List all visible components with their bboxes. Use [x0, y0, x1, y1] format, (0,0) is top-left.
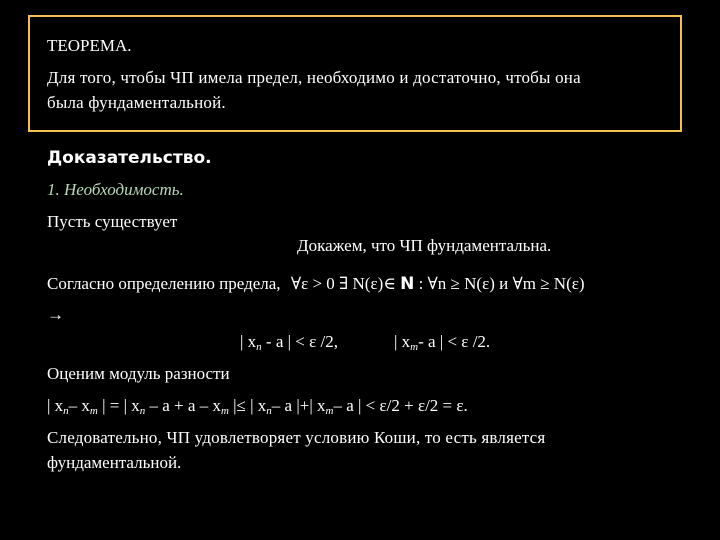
ineq-m-part-a: | x [394, 332, 411, 351]
definition-condition: ∀ε > 0 ∃ N(ε)∈ [290, 274, 396, 293]
ineq-n-subscript: n [256, 341, 262, 353]
chain-sub-4: m [220, 405, 229, 417]
chain-part-2: – x [68, 396, 90, 415]
chain-sub-2: m [89, 405, 98, 417]
chain-part-4: – a + a – x [145, 396, 221, 415]
theorem-line-1: Для того, чтобы ЧП имела предел, необходимо и достаточно, чтобы она [47, 68, 581, 87]
limit-definition-line [47, 274, 585, 294]
difference-estimate-chain [47, 396, 468, 421]
definition-suffix: : ∀n ≥ N(ε) и ∀m ≥ N(ε) [418, 274, 585, 293]
chain-sub-1: n [63, 405, 69, 417]
chain-sub-6: m [325, 405, 334, 417]
chain-sub-5: n [266, 405, 272, 417]
ineq-n-part-b: - a | < ε /2, [261, 332, 338, 351]
chain-sub-3: n [139, 405, 146, 417]
ineq-m-subscript: m [410, 341, 419, 353]
proof-title: Доказательство. [47, 148, 212, 168]
proof-prove-statement: Докажем, что ЧП фундаментальна. [297, 236, 552, 255]
chain-part-6: – a |+| x [271, 396, 326, 415]
theorem-title: ТЕОРЕМА. [47, 36, 132, 55]
chain-part-5: |≤ | x [228, 396, 267, 415]
theorem-line-2: была фундаментальной. [47, 93, 226, 112]
conclusion-line-2: фундаментальной. [47, 453, 182, 472]
chain-part-7: – a | < ε/2 + ε/2 = ε. [333, 396, 468, 415]
proof-let-exists: Пусть существует [47, 212, 178, 231]
conclusion-line-1: Следовательно, ЧП удовлетворяет условию Коши, то есть является [47, 428, 546, 447]
implication-arrow: → [47, 305, 64, 324]
chain-part-1: | x [47, 396, 64, 415]
inequality-xn [240, 332, 338, 357]
natural-numbers-symbol: N [400, 274, 415, 294]
ineq-n-part-a: | x [240, 332, 257, 351]
inequality-xm [394, 332, 490, 357]
chain-part-3: | = | x [97, 396, 140, 415]
estimate-statement: Оценим модуль разности [47, 364, 230, 383]
ineq-m-part-b: - a | < ε /2. [418, 332, 491, 351]
proof-part-necessity: 1. Необходимость. [47, 180, 184, 199]
definition-prefix: Согласно определению предела, [47, 274, 281, 293]
